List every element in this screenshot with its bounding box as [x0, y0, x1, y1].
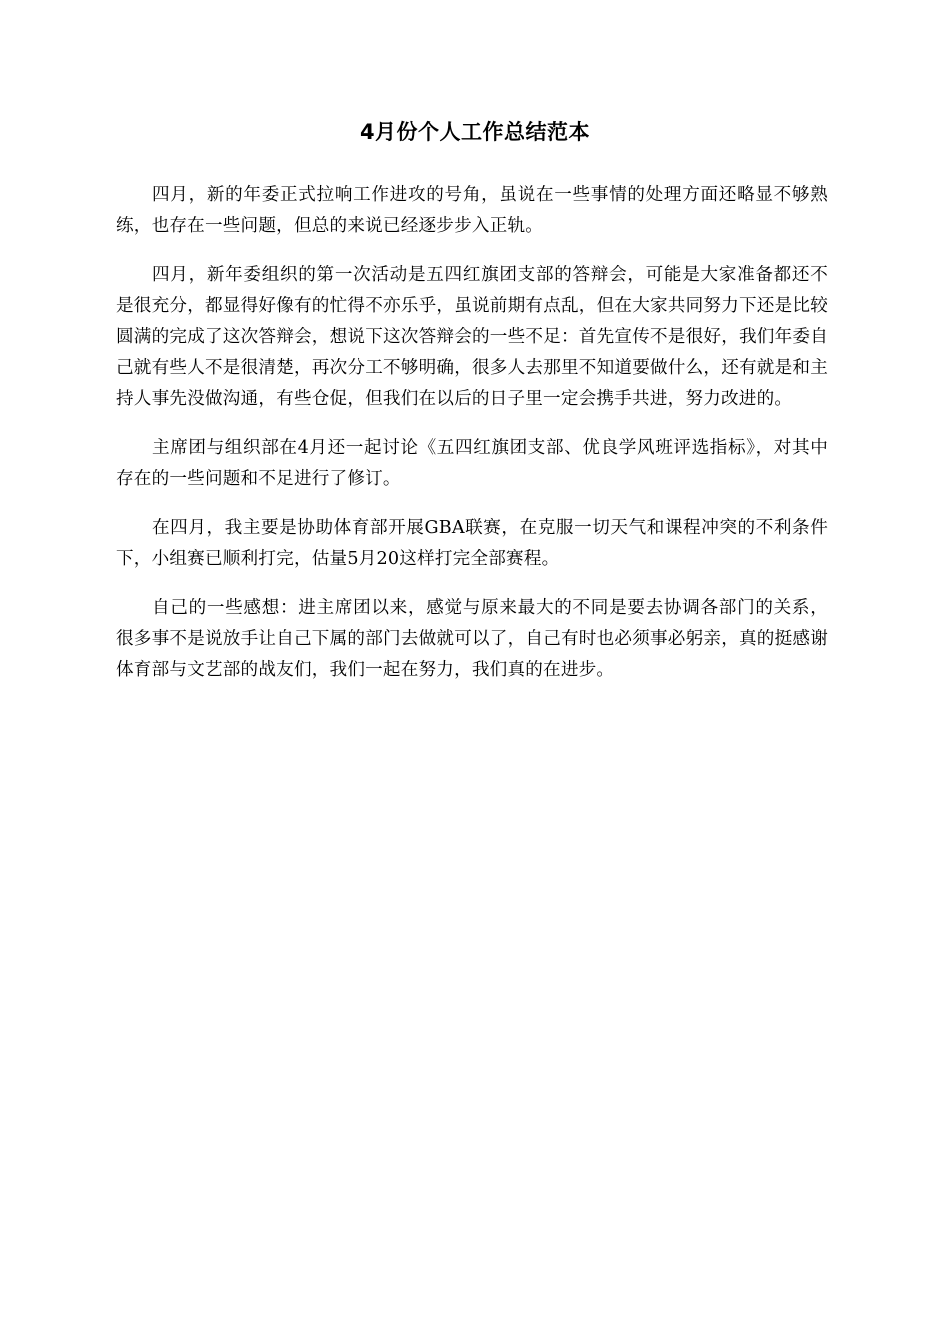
paragraph: 自己的一些感想：进主席团以来，感觉与原来最大的不同是要去协调各部门的关系，很多事不是说放手让自己下属的部门去做就可以了，自己有时也必须事必躬亲，真的挺感谢体育部与文艺部的战友们，我们一起在努力，我们真的在进步。 [116, 598, 828, 680]
paragraph: 在四月，我主要是协助体育部开展GBA联赛，在克服一切天气和课程冲突的不利条件下，小组赛已顺利打完，估量5月20这样打完全部赛程。 [116, 518, 828, 569]
document-body [116, 180, 828, 704]
paragraph: 四月，新的年委正式拉响工作进攻的号角，虽说在一些事情的处理方面还略显不够熟练，也存在一些问题，但总的来说已经逐步步入正轨。 [116, 185, 828, 236]
document-title: 4月份个人工作总结范本 [359, 120, 591, 144]
paragraph: 主席团与组织部在4月还一起讨论《五四红旗团支部、优良学风班评选指标》，对其中存在的一些问题和不足进行了修订。 [116, 438, 828, 489]
paragraph: 四月，新年委组织的第一次活动是五四红旗团支部的答辩会，可能是大家准备都还不是很充分，都显得好像有的忙得不亦乐乎，虽说前期有点乱，但在大家共同努力下还是比较圆满的完成了这次答辩会，想说下这次答辩会的一些不足：首先宣传不是很好，我们年委自己就有些人不是很清楚，再次分工不够明确，很多人去那里不知道要做什么，还有就是和主持人事先没做沟通，有些仓促，但我们在以后的日子里一定会携手共进，努力改进的。 [116, 265, 828, 409]
